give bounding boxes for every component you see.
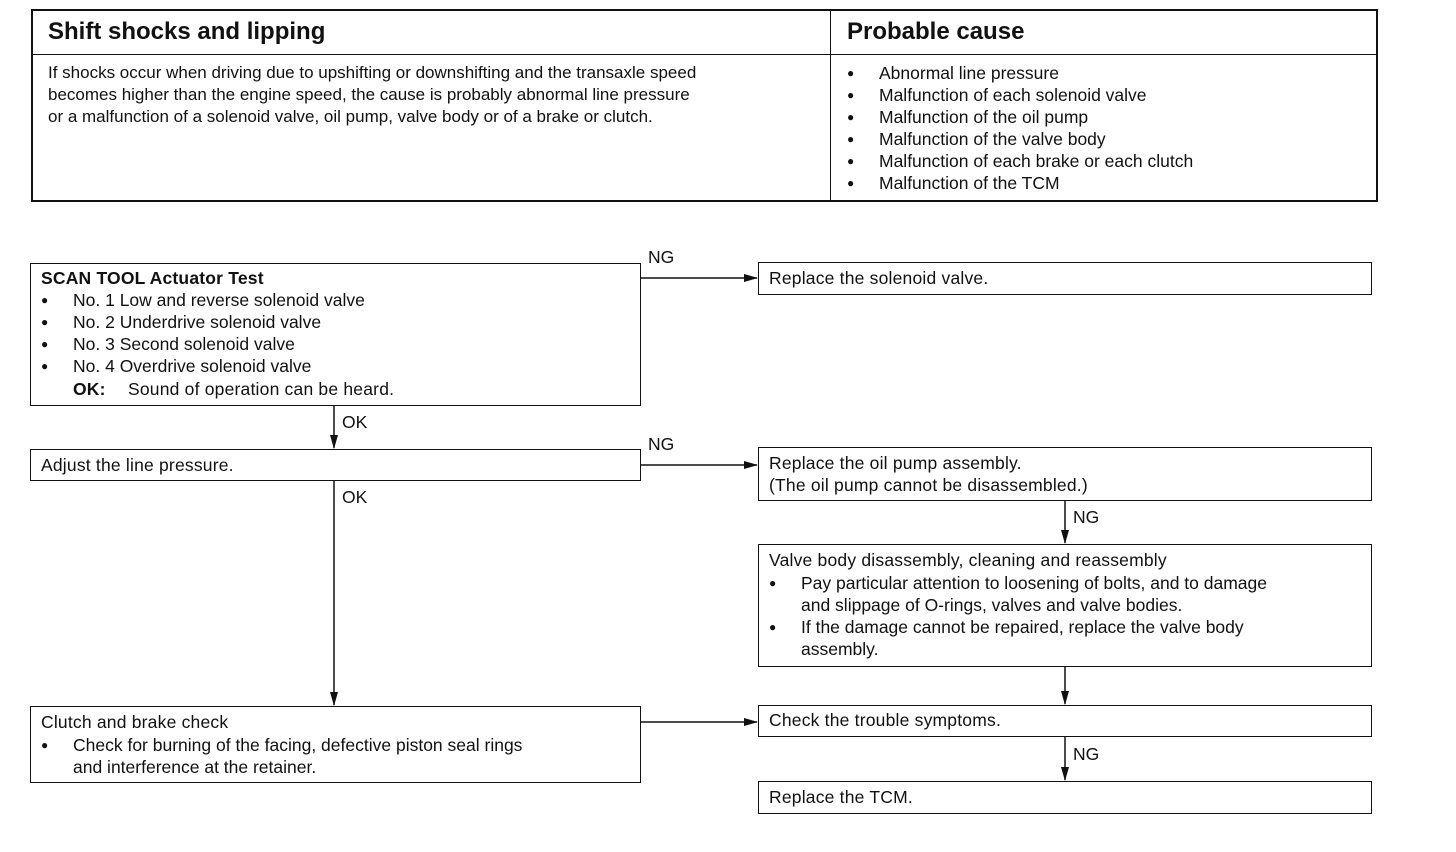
replace-tcm-box (758, 781, 1372, 814)
replace-solenoid-text: Replace the solenoid valve. (769, 268, 989, 288)
check-symptoms-box (758, 705, 1372, 737)
solenoid-item: ● No. 4 Overdrive solenoid valve (73, 355, 311, 377)
cause-item: ● Abnormal line pressure (879, 62, 1059, 84)
clutch-brake-box (30, 706, 641, 783)
cause-item: ● Malfunction of the oil pump (879, 106, 1088, 128)
ok-criteria-text: Sound of operation can be heard. (128, 379, 395, 399)
cause-item: ● Malfunction of the valve body (879, 128, 1106, 150)
clutch-brake-title: Clutch and brake check (41, 712, 229, 732)
valve-body-bullet2-line2: assembly. (801, 639, 879, 659)
ng-label: NG (1073, 744, 1100, 764)
replace-solenoid-box (758, 262, 1372, 295)
clutch-brake-line2: and interference at the retainer. (73, 757, 317, 777)
ok-label: OK (342, 412, 368, 432)
ok-label: OK (342, 487, 368, 507)
cause-header: Probable cause (847, 18, 1025, 45)
cause-item: ● Malfunction of each solenoid valve (879, 84, 1147, 106)
valve-body-bullet (801, 572, 1267, 616)
oil-pump-line1: Replace the oil pump assembly. (769, 453, 1022, 473)
check-symptoms-text: Check the trouble symptoms. (769, 710, 1002, 730)
description-line: If shocks occur when driving due to upshifting or downshifting and the transaxle speed (48, 63, 697, 82)
description-line: becomes higher than the engine speed, the cause is probably abnormal line pressure (48, 85, 690, 104)
valve-body-box (758, 544, 1372, 667)
description-line: or a malfunction of a solenoid valve, oil pump, valve body or of a brake or clutch. (48, 107, 653, 126)
clutch-brake-bullet (73, 734, 522, 778)
replace-tcm-text: Replace the TCM. (769, 787, 913, 807)
adjust-line-pressure-text: Adjust the line pressure. (41, 455, 234, 475)
valve-body-title: Valve body disassembly, cleaning and reassembly (769, 550, 1167, 570)
cause-item: ● Malfunction of the TCM (879, 172, 1060, 194)
symptom-header: Shift shocks and lipping (48, 18, 326, 45)
solenoid-item: ● No. 2 Underdrive solenoid valve (73, 311, 321, 333)
valve-body-bullet1-line1: ● Pay particular attention to loosening of bolts, and to damage (801, 573, 1267, 593)
ng-label: NG (648, 434, 675, 454)
valve-body-bullet2-line1: ● If the damage cannot be repaired, replace the valve body (801, 617, 1244, 637)
solenoid-item: ● No. 3 Second solenoid valve (73, 333, 295, 355)
oil-pump-line2: (The oil pump cannot be disassembled.) (769, 475, 1088, 495)
ng-label: NG (648, 247, 675, 267)
scan-tool-title: SCAN TOOL Actuator Test (41, 268, 264, 288)
cause-item: ● Malfunction of each brake or each clutch (879, 150, 1193, 172)
scan-tool-box (30, 263, 641, 406)
replace-oil-pump-box (758, 447, 1372, 501)
valve-body-bullet1-line2: and slippage of O-rings, valves and valve bodies. (801, 595, 1183, 615)
ng-label: NG (1073, 507, 1100, 527)
clutch-brake-line1: ● Check for burning of the facing, defective piston seal rings (73, 735, 523, 755)
valve-body-bullet (801, 616, 1244, 660)
adjust-line-pressure-box (30, 449, 641, 481)
ok-criteria-label: OK: (73, 379, 106, 399)
solenoid-item: ● No. 1 Low and reverse solenoid valve (73, 289, 365, 311)
